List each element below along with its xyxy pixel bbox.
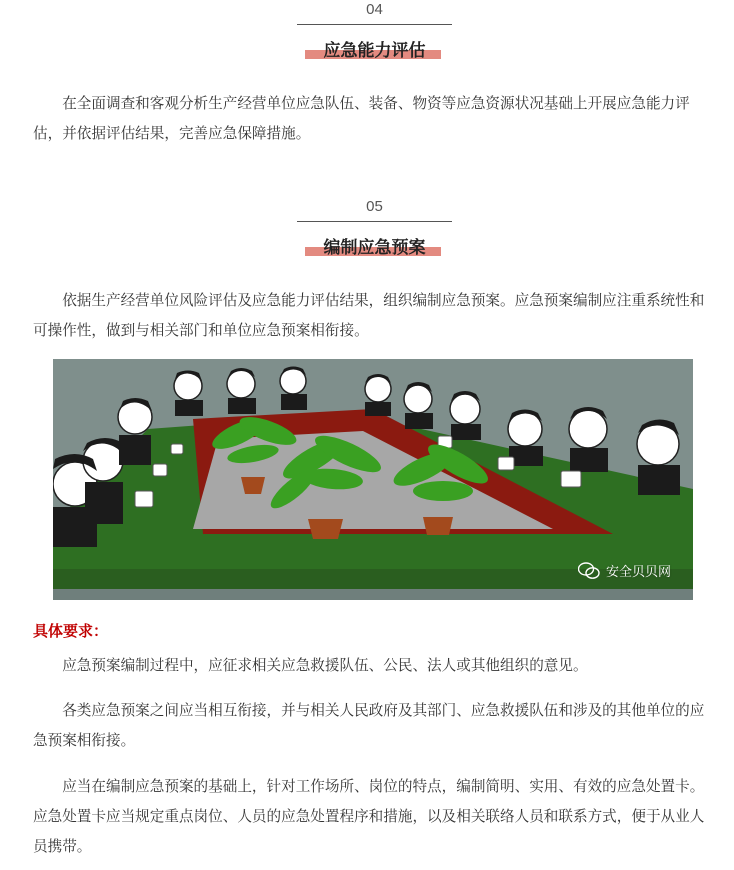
section-divider <box>297 221 452 222</box>
section-title: 应急能力评估 <box>323 41 426 61</box>
section-number: 04 <box>366 1 383 18</box>
wechat-icon <box>578 562 600 580</box>
requirement-item: 各类应急预案之间应当相互衔接，并与相关人民政府及其部门、应急救援队伍和涉及的其他单位的应急预案相衔接。 <box>33 702 705 749</box>
meeting-illustration <box>53 359 693 600</box>
requirements-title: 具体要求： <box>33 622 109 640</box>
section-number: 05 <box>366 198 383 215</box>
requirement-item: 应急预案编制过程中，应征求相关应急救援队伍、公民、法人或其他组织的意见。 <box>62 657 588 674</box>
section-paragraph: 在全面调查和客观分析生产经营单位应急队伍、装备、物资等应急资源状况基础上开展应急能力评估，并依据评估结果，完善应急保障措施。 <box>33 95 690 142</box>
section-divider <box>297 24 452 25</box>
watermark <box>578 561 671 580</box>
requirement-item: 应当在编制应急预案的基础上，针对工作场所、岗位的特点，编制简明、实用、有效的应急处置卡。应急处置卡应当规定重点岗位、人员的应急处置程序和措施，以及相关联络人员和联系方式，便于从业人员携带。 <box>33 778 705 855</box>
watermark-text: 安全贝贝网 <box>605 565 671 580</box>
section-title: 编制应急预案 <box>323 238 426 258</box>
section-paragraph: 依据生产经营单位风险评估及应急能力评估结果，组织编制应急预案。应急预案编制应注重系统性和可操作性，做到与相关部门和单位应急预案相衔接。 <box>33 292 705 339</box>
